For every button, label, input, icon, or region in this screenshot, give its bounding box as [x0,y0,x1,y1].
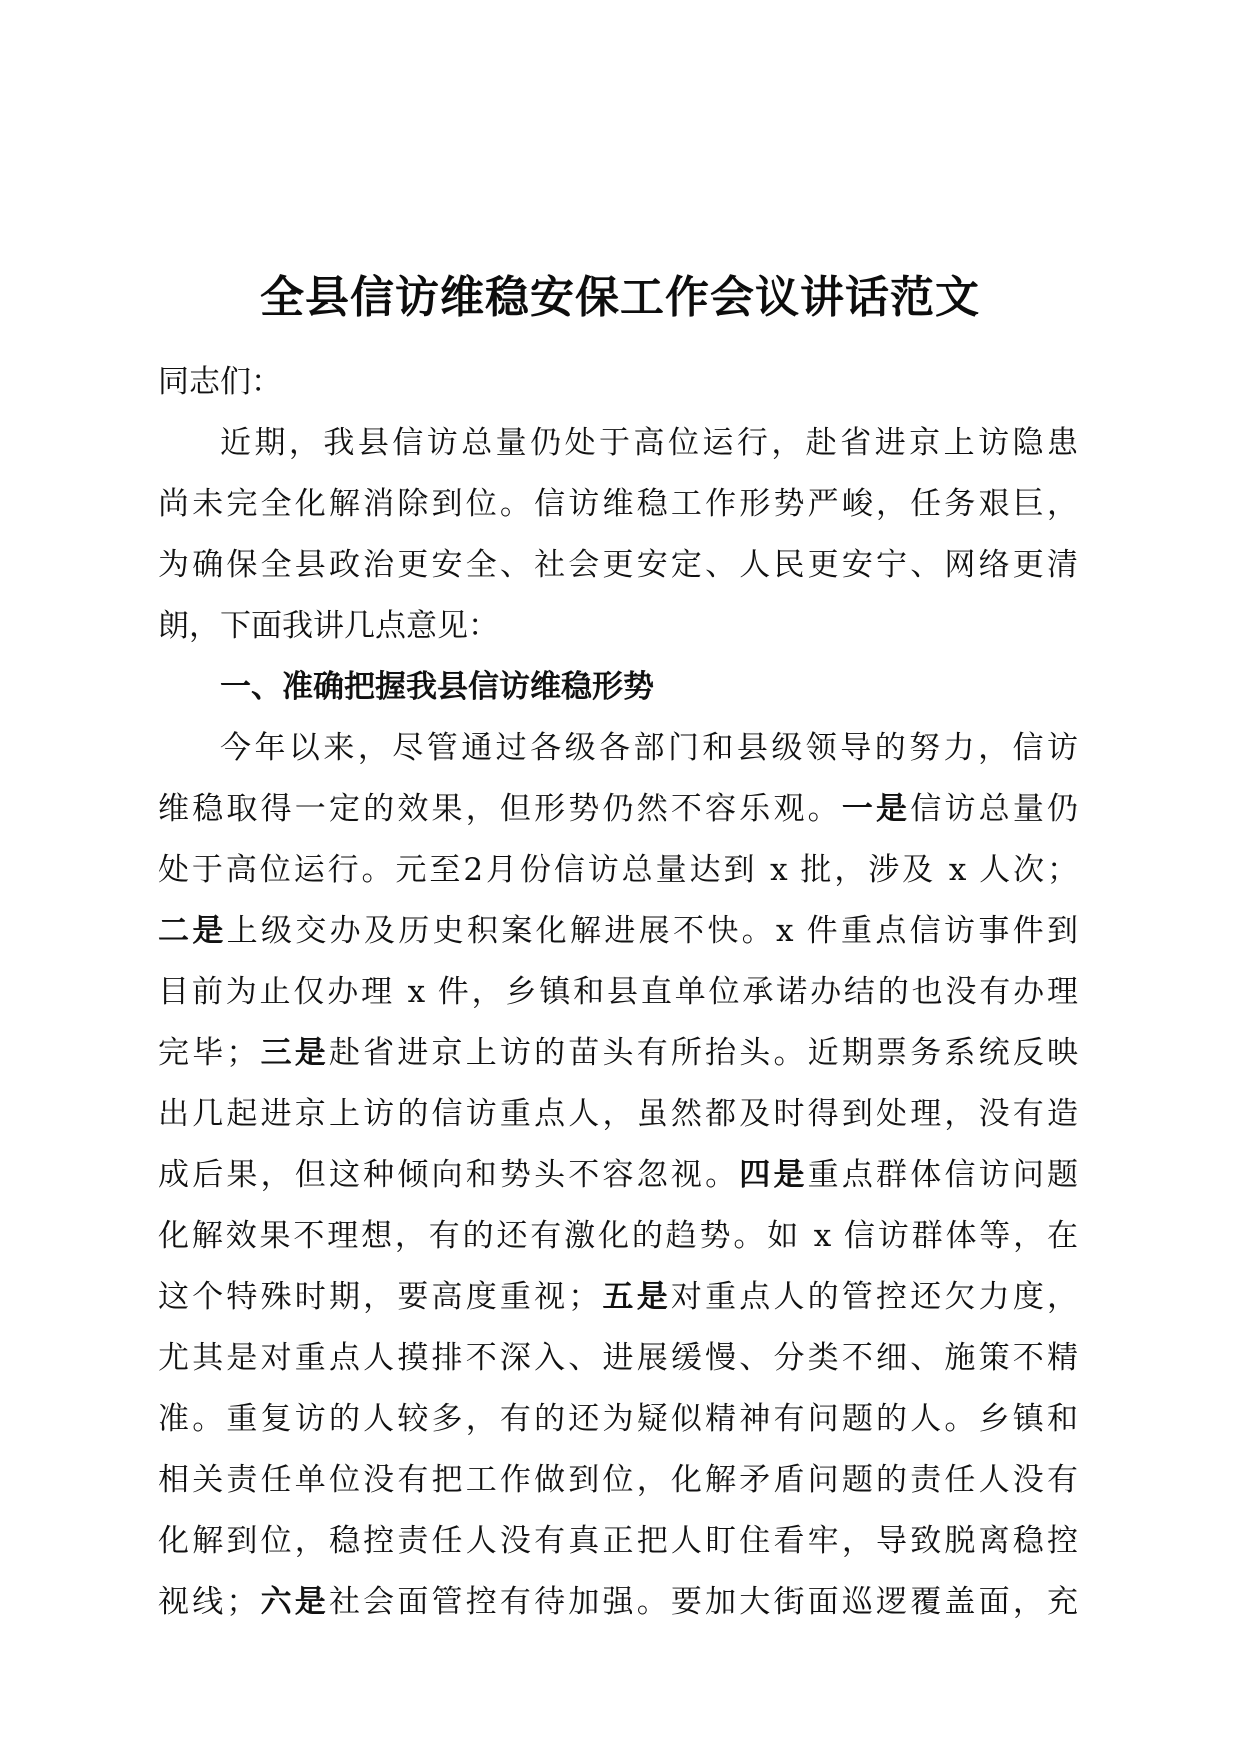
intro-line: 尚未完全化解消除到位。信访维稳工作形势严峻，任务艰巨， [158,486,1078,522]
salutation: 同志们： [158,364,282,400]
text-run: 这个特殊时期，要高度重视； [158,1279,600,1315]
paragraph-line: 化解效果不理想，有的还有激化的趋势。如 x 信访群体等，在 [158,1218,1078,1254]
text-run: 上级交办及历史积案化解进展不快。x 件重点信访事件到 [226,913,1078,949]
paragraph-line: 处于高位运行。元至2月份信访总量达到 x 批，涉及 x 人次； [158,852,1078,888]
paragraph-line: 化解到位，稳控责任人没有真正把人盯住看牢，导致脱离稳控 [158,1523,1078,1559]
document-body [158,352,1078,1633]
intro-paragraph [158,413,1078,657]
point-marker: 一是 [841,791,911,827]
text-run: 赴省进京上访的苗头有所抬头。近期票务系统反映 [328,1035,1079,1071]
section-heading: 一、准确把握我县信访维稳形势 [220,669,654,705]
document-title: 全县信访维稳安保工作会议讲话范文 [260,272,980,323]
intro-line: 朗，下面我讲几点意见： [158,608,499,644]
paragraph-line: 目前为止仅办理 x 件，乡镇和县直单位承诺办结的也没有办理 [158,974,1078,1010]
point-marker: 四是 [739,1157,808,1193]
point-marker: 二是 [158,913,227,949]
paragraph-line: 相关责任单位没有把工作做到位，化解矛盾问题的责任人没有 [158,1462,1078,1498]
situation-paragraph [158,718,1078,1633]
text-run: 社会面管控有待加强。要加大街面巡逻覆盖面，充 [328,1584,1079,1620]
paragraph-line [158,1145,1078,1206]
point-marker: 六是 [257,1584,329,1620]
paragraph-line [158,779,1078,840]
paragraph-line [158,1572,1078,1633]
text-run: 信访总量仍 [910,791,1079,827]
text-run: 维稳取得一定的效果，但形势仍然不容乐观。 [158,791,842,827]
paragraph-line: 准。重复访的人较多，有的还为疑似精神有问题的人。乡镇和 [158,1401,1078,1437]
text-run: 重点群体信访问题 [807,1157,1079,1193]
paragraph-line [158,1023,1078,1084]
text-run: 完毕； [158,1035,258,1071]
paragraph-line [158,1267,1078,1328]
paragraph-line: 今年以来，尽管通过各级各部门和县级领导的努力，信访 [220,730,1078,766]
intro-line: 为确保全县政治更安全、社会更安定、人民更安宁、网络更清 [158,547,1078,583]
intro-line: 近期，我县信访总量仍处于高位运行，赴省进京上访隐患 [220,425,1078,461]
text-run: 成后果，但这种倾向和势头不容忽视。 [158,1157,740,1193]
text-run: 视线； [158,1584,258,1620]
text-run: 对重点人的管控还欠力度， [670,1279,1079,1315]
paragraph-line [158,901,1078,962]
paragraph-line: 尤其是对重点人摸排不深入、进展缓慢、分类不细、施策不精 [158,1340,1078,1376]
point-marker: 三是 [257,1035,329,1071]
paragraph-line: 出几起进京上访的信访重点人，虽然都及时得到处理，没有造 [158,1096,1078,1132]
point-marker: 五是 [599,1279,671,1315]
